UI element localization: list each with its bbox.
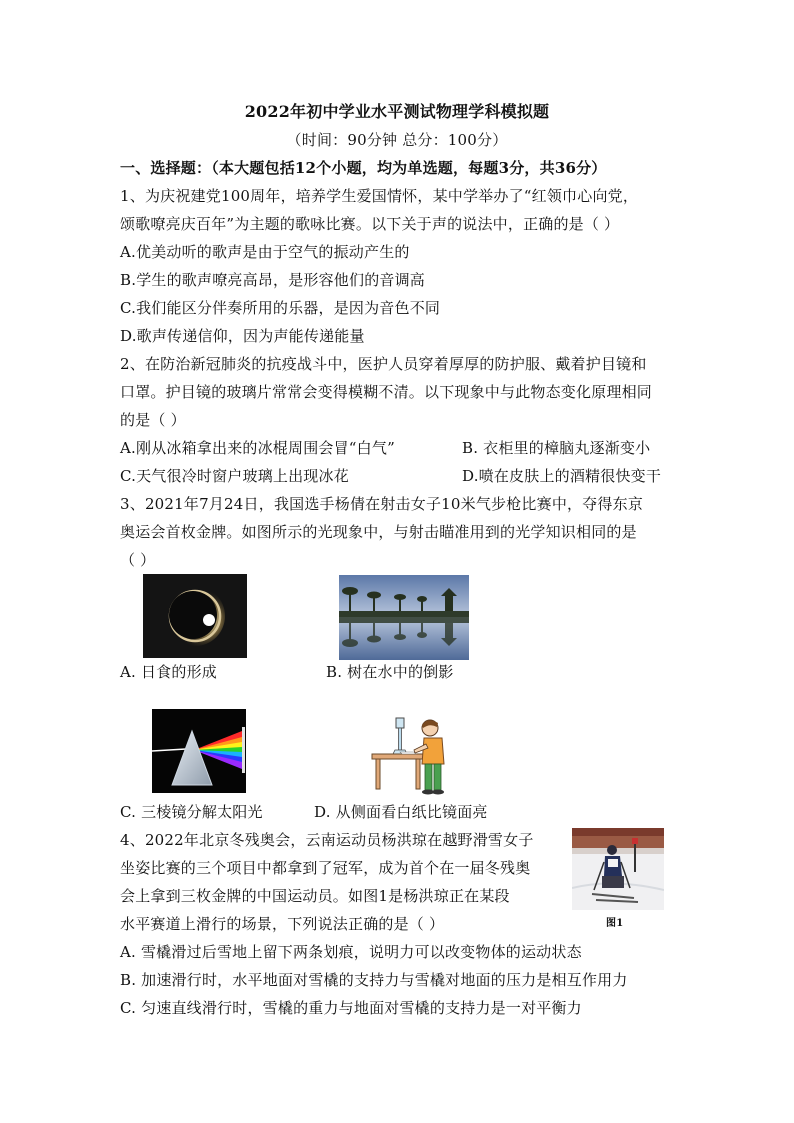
q2-stem-line-3: 的是（ ） — [120, 411, 186, 429]
q2-option-d: D.喷在皮肤上的酒精很快变干 — [462, 467, 662, 485]
solar-eclipse-image — [143, 574, 247, 658]
exam-title: 2022年初中学业水平测试物理学科模拟题 — [244, 102, 550, 121]
q1-option-a: A.优美动听的歌声是由于空气的振动产生的 — [120, 243, 410, 261]
q1-option-d: D.歌声传递信仰，因为声能传递能量 — [120, 327, 365, 345]
q4-stem-line-4: 水平赛道上滑行的场景，下列说法正确的是（ ） — [120, 915, 445, 933]
exam-subtitle: （时间：90分钟 总分：100分） — [286, 131, 508, 149]
q4-stem-line-3: 会上拿到三枚金牌的中国运动员。如图1是杨洪琼正在某段 — [120, 887, 510, 905]
q2-option-b: B. 衣柜里的樟脑丸逐渐变小 — [462, 439, 651, 457]
q4-option-a: A. 雪橇滑过后雪地上留下两条划痕，说明力可以改变物体的运动状态 — [120, 943, 582, 961]
q4-stem-line-1: 4、2022年北京冬残奥会，云南运动员杨洪琼在越野滑雪女子 — [120, 831, 534, 849]
q3-option-d: D. 从侧面看白纸比镜面亮 — [314, 803, 488, 821]
q2-option-a: A.刚从冰箱拿出来的冰棍周围会冒“白气” — [120, 439, 395, 457]
q3-option-a: A. 日食的形成 — [120, 663, 217, 681]
q3-stem-line-1: 3、2021年7月24日，我国选手杨倩在射击女子10米气步枪比赛中，夺得东京 — [120, 495, 644, 513]
figure-1-caption: 图1 — [606, 918, 624, 929]
q3-option-b: B. 树在水中的倒影 — [326, 663, 454, 681]
section-heading: 一、选择题：（本大题包括12个小题，均为单选题，每题3分，共36分） — [120, 159, 607, 177]
q1-option-c: C.我们能区分伴奏所用的乐器，是因为音色不同 — [120, 299, 441, 317]
tree-reflection-image — [339, 575, 469, 660]
q3-option-c: C. 三棱镜分解太阳光 — [120, 803, 263, 821]
q4-option-c: C. 匀速直线滑行时，雪橇的重力与地面对雪橇的支持力是一对平衡力 — [120, 999, 582, 1017]
q2-stem-line-1: 2、在防治新冠肺炎的抗疫战斗中，医护人员穿着厚厚的防护服、戴着护目镜和 — [120, 355, 647, 373]
q4-stem-line-2: 坐姿比赛的三个项目中都拿到了冠军，成为首个在一届冬残奥 — [120, 859, 531, 877]
q4-option-b: B. 加速滑行时，水平地面对雪橇的支持力与雪橇对地面的压力是相互作用力 — [120, 971, 628, 989]
q2-option-c: C.天气很冷时窗户玻璃上出现冰花 — [120, 467, 349, 485]
q1-stem-line-1: 1、为庆祝建党100周年，培养学生爱国情怀，某中学举办了“红领巾心向党， — [120, 187, 639, 205]
q3-stem-line-3: （ ） — [120, 551, 156, 569]
q1-option-b: B.学生的歌声嘹亮高昂，是形容他们的音调高 — [120, 271, 425, 289]
q1-stem-line-2: 颂歌嘹亮庆百年”为主题的歌咏比赛。以下关于声的说法中，正确的是（ ） — [120, 215, 620, 233]
sit-ski-athlete-image — [572, 828, 664, 910]
q2-stem-line-2: 口罩。护目镜的玻璃片常常会变得模糊不清。以下现象中与此物态变化原理相同 — [120, 383, 653, 401]
mirror-paper-experiment-image — [370, 714, 462, 796]
prism-dispersion-image — [152, 709, 246, 793]
q3-stem-line-2: 奥运会首枚金牌。如图所示的光现象中，与射击瞄准用到的光学知识相同的是 — [120, 523, 637, 541]
